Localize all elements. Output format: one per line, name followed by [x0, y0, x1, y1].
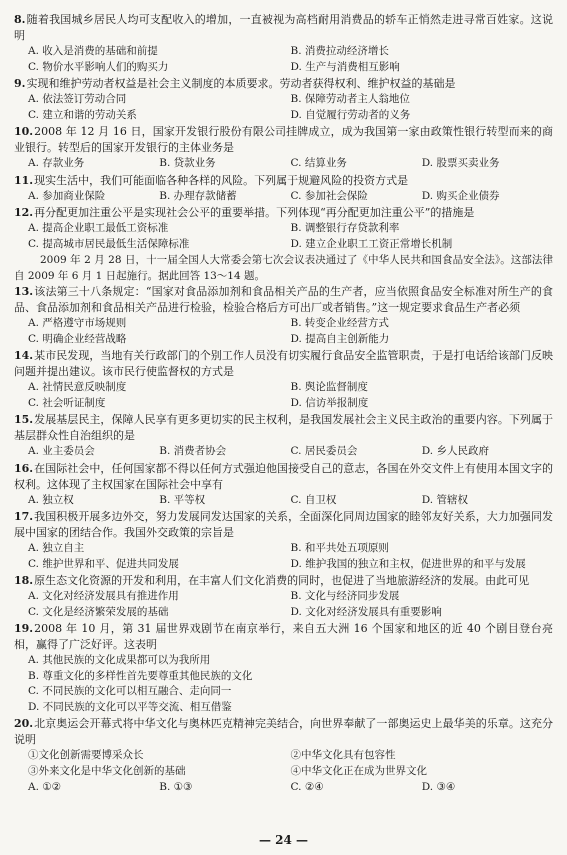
question-item [14, 412, 553, 460]
question-options [14, 92, 553, 123]
answer-option[interactable]: ①文化创新需要博采众长 [28, 749, 144, 761]
question-block-1 [14, 12, 553, 252]
answer-option[interactable]: D. 管辖权 [421, 493, 468, 506]
question-item [14, 621, 553, 715]
question-item [14, 461, 553, 509]
question-item [14, 284, 553, 347]
question-options [14, 589, 553, 620]
answer-option[interactable]: C. 文化是经济繁荣发展的基础 [28, 605, 169, 618]
question-options [14, 748, 553, 779]
answer-option[interactable]: D. 自觉履行劳动者的义务 [290, 108, 411, 121]
question-options [14, 316, 553, 347]
question-text: 2008 年 12 月 16 日，国家开发银行股份有限公司挂牌成立，成为我国第一家由政策性银行转型而来的商业银行。转型后的国家开发银行的主体业务是 [14, 125, 553, 154]
question-options [14, 493, 553, 509]
question-stem [14, 173, 553, 189]
answer-option[interactable]: D. 建立企业职工工资正常增长机制 [290, 237, 453, 250]
answer-option[interactable]: A. 依法签订劳动合同 [28, 93, 127, 105]
answer-option[interactable]: D. 生产与消费相互影响 [290, 60, 400, 73]
question-number: 13. [14, 285, 34, 298]
answer-option[interactable]: B. 调整银行存贷款利率 [290, 222, 400, 234]
question-stem [14, 124, 553, 156]
reading-passage: 2009 年 2 月 28 日，十一届全国人大常委会第七次会议表决通过了《中华人民共和国食品安全法》。这部法律自 2009 年 6 月 1 日起施行。据此回答 13～14 题。 [14, 254, 553, 282]
answer-option[interactable]: D. 乡人民政府 [421, 445, 489, 457]
answer-option[interactable]: C. 物价水平影响人们的购买力 [28, 60, 169, 73]
answer-option[interactable]: A. 独立权 [28, 493, 74, 506]
answer-option[interactable]: C. 社会听证制度 [28, 396, 106, 409]
answer-option[interactable]: C. 不同民族的文化可以相互融合、走向同一 [28, 685, 232, 697]
question-number: 19. [14, 622, 34, 635]
question-item [14, 173, 553, 205]
answer-option[interactable]: A. 收入是消费的基础和前提 [28, 45, 158, 57]
question-stem [14, 509, 553, 541]
answer-option[interactable]: A. 参加商业保险 [28, 189, 106, 202]
question-number: 8. [14, 13, 26, 26]
question-number: 20. [14, 717, 34, 730]
answer-option[interactable]: B. 平等权 [159, 493, 206, 506]
answer-option[interactable]: ③外来文化是中华文化创新的基础 [28, 764, 186, 777]
question-stem [14, 348, 553, 380]
question-item [14, 573, 553, 620]
question-stem [14, 205, 553, 221]
answer-option[interactable]: C. 提高城市居民最低生活保障标准 [28, 237, 190, 250]
question-block-2 [14, 284, 553, 779]
page-number: — 24 — [258, 833, 309, 847]
answer-option[interactable]: B. 舆论监督制度 [290, 381, 368, 393]
question-options [14, 221, 553, 252]
answer-option[interactable]: C. 建立和谐的劳动关系 [28, 108, 137, 121]
question-number: 14. [14, 349, 34, 362]
question-text: 实现和维护劳动者权益是社会主义制度的本质要求。劳动者获得权利、维护权益的基础是 [26, 77, 456, 90]
question-options [14, 653, 553, 715]
question-number: 18. [14, 574, 34, 587]
question-item [14, 124, 553, 172]
answer-option[interactable]: A. 严格遵守市场规则 [28, 317, 127, 329]
answer-option[interactable]: A. 业主委员会 [28, 445, 95, 457]
question-text: 2008 年 10 月，第 31 届世界戏剧节在南京举行，来自五大洲 16 个国家和地区的近 40 个剧目登台亮相，赢得了广泛好评。这表明 [14, 622, 553, 651]
answer-option[interactable]: D. 股票买卖业务 [421, 157, 500, 169]
answer-option[interactable]: A. 存款业务 [28, 157, 85, 169]
question-text: 我国积极开展多边外交，努力发展同发达国家的关系，全面深化同周边国家的睦邻友好关系，大力加强同发展中国家的团结合作。我国外交政策的宗旨是 [14, 510, 553, 539]
question-text: 该法第三十八条规定：“国家对食品添加剂和食品相关产品的生产者，应当依照食品安全标准对所生产的食品、食品添加剂和食品相关产品进行检验，检验合格后方可出厂或者销售。”这一规定要求食品生产者必须 [14, 285, 553, 314]
question-number: 17. [14, 510, 34, 523]
question-number: 15. [14, 413, 34, 426]
answer-option[interactable]: C. 维护世界和平、促进共同发展 [28, 557, 179, 570]
answer-option[interactable]: A. 提高企业职工最低工资标准 [28, 222, 169, 234]
q20-answer-d[interactable]: D. ③④ [421, 781, 456, 793]
question-stem [14, 716, 553, 748]
question-options [14, 156, 553, 172]
answer-option[interactable]: C. 结算业务 [290, 157, 347, 169]
question-stem [14, 621, 553, 653]
question-text: 某市民发现，当地有关行政部门的个别工作人员没有切实履行食品安全监管职责，于是打电话给该部门反映问题并提出建议。该市民行使监督权的方式是 [14, 349, 553, 378]
question-stem [14, 12, 553, 44]
question-number: 11. [14, 173, 34, 187]
answer-option[interactable]: A. 其他民族的文化成果都可以为我所用 [28, 654, 211, 666]
answer-option[interactable]: A. 独立自主 [28, 542, 85, 554]
question-number: 10. [14, 125, 34, 138]
question-text: 北京奥运会开幕式将中华文化与奥林匹克精神完美结合，向世界奉献了一部奥运史上最华美的乐章。这充分说明 [14, 717, 553, 746]
answer-option[interactable]: B. 尊重文化的多样性首先要尊重其他民族的文化 [28, 669, 253, 682]
answer-option[interactable]: A. 文化对经济发展具有推进作用 [28, 590, 179, 602]
q20-answer-a[interactable]: A. ①② [28, 781, 62, 793]
question-stem [14, 284, 553, 316]
question-item [14, 12, 553, 75]
question-text: 发展基层民主，保障人民享有更多更切实的民主权利，是我国发展社会主义民主政治的重要内容。下列属于基层群众性自治组织的是 [14, 413, 553, 442]
answer-option[interactable]: D. 购买企业债券 [421, 189, 500, 202]
question-item [14, 76, 553, 123]
question-options [14, 541, 553, 572]
answer-option[interactable]: D. 维护我国的独立和主权，促进世界的和平与发展 [290, 557, 526, 570]
question-item [14, 348, 553, 411]
question-text: 再分配更加注重公平是实现社会公平的重要举措。下列体现“再分配更加注重公平”的措施是 [34, 206, 475, 219]
question-number: 12. [14, 206, 34, 219]
answer-option[interactable]: C. 明确企业经营战略 [28, 332, 127, 345]
answer-option[interactable]: ④中华文化正在成为世界文化 [290, 764, 427, 777]
answer-option[interactable]: B. 消费者协会 [159, 445, 227, 457]
answer-option[interactable]: B. 转变企业经营方式 [290, 317, 389, 329]
answer-option[interactable]: A. 社情民意反映制度 [28, 381, 127, 393]
question-stem [14, 461, 553, 493]
answer-option[interactable]: C. 自卫权 [290, 493, 337, 506]
q20-answer-b[interactable]: B. ①③ [159, 781, 193, 793]
answer-option[interactable]: B. 消费拉动经济增长 [290, 45, 389, 57]
question-options [14, 444, 553, 460]
answer-option[interactable]: C. 居民委员会 [290, 445, 358, 457]
question-item [14, 509, 553, 572]
question-options [14, 44, 553, 75]
question-options [14, 189, 553, 205]
q20-answer-c[interactable]: C. ②④ [290, 781, 324, 793]
question-stem [14, 573, 553, 589]
answer-option[interactable]: D. 信访举报制度 [290, 396, 369, 409]
answer-option[interactable]: B. 贷款业务 [159, 157, 216, 169]
answer-option[interactable]: D. 文化对经济发展具有重要影响 [290, 605, 442, 618]
q20-answer-options [14, 780, 553, 796]
question-text: 随着我国城乡居民人均可支配收入的增加，一直被视为高档耐用消费品的轿车正悄然走进寻常百姓家。这说明 [14, 13, 553, 42]
question-number: 9. [14, 77, 26, 90]
question-item [14, 205, 553, 252]
question-stem [14, 76, 553, 92]
answer-option[interactable]: B. 文化与经济同步发展 [290, 590, 400, 602]
question-text: 现实生活中，我们可能面临各种各样的风险。下列属于规避风险的投资方式是 [34, 173, 409, 187]
question-number: 16. [14, 461, 34, 475]
answer-option[interactable]: C. 参加社会保险 [290, 189, 368, 202]
answer-option[interactable]: D. 提高自主创新能力 [290, 332, 390, 345]
answer-option[interactable]: B. 办理存款储蓄 [159, 189, 237, 202]
answer-option[interactable]: D. 不同民族的文化可以平等交流、相互借鉴 [28, 700, 232, 713]
answer-option[interactable]: B. 和平共处五项原则 [290, 542, 389, 554]
question-options [14, 380, 553, 411]
answer-option[interactable]: ②中华文化具有包容性 [290, 749, 396, 761]
question-text: 在国际社会中，任何国家都不得以任何方式强迫他国接受自己的意志，各国在外交文件上有使用本国文字的权利。这体现了主权国家在国际社会中享有 [14, 461, 553, 491]
question-text: 原生态文化资源的开发和利用，在丰富人们文化消费的同时，也促进了当地旅游经济的发展。由此可见 [34, 574, 530, 587]
answer-option[interactable]: B. 保障劳动者主人翁地位 [290, 93, 410, 105]
question-stem [14, 412, 553, 444]
question-item [14, 716, 553, 779]
